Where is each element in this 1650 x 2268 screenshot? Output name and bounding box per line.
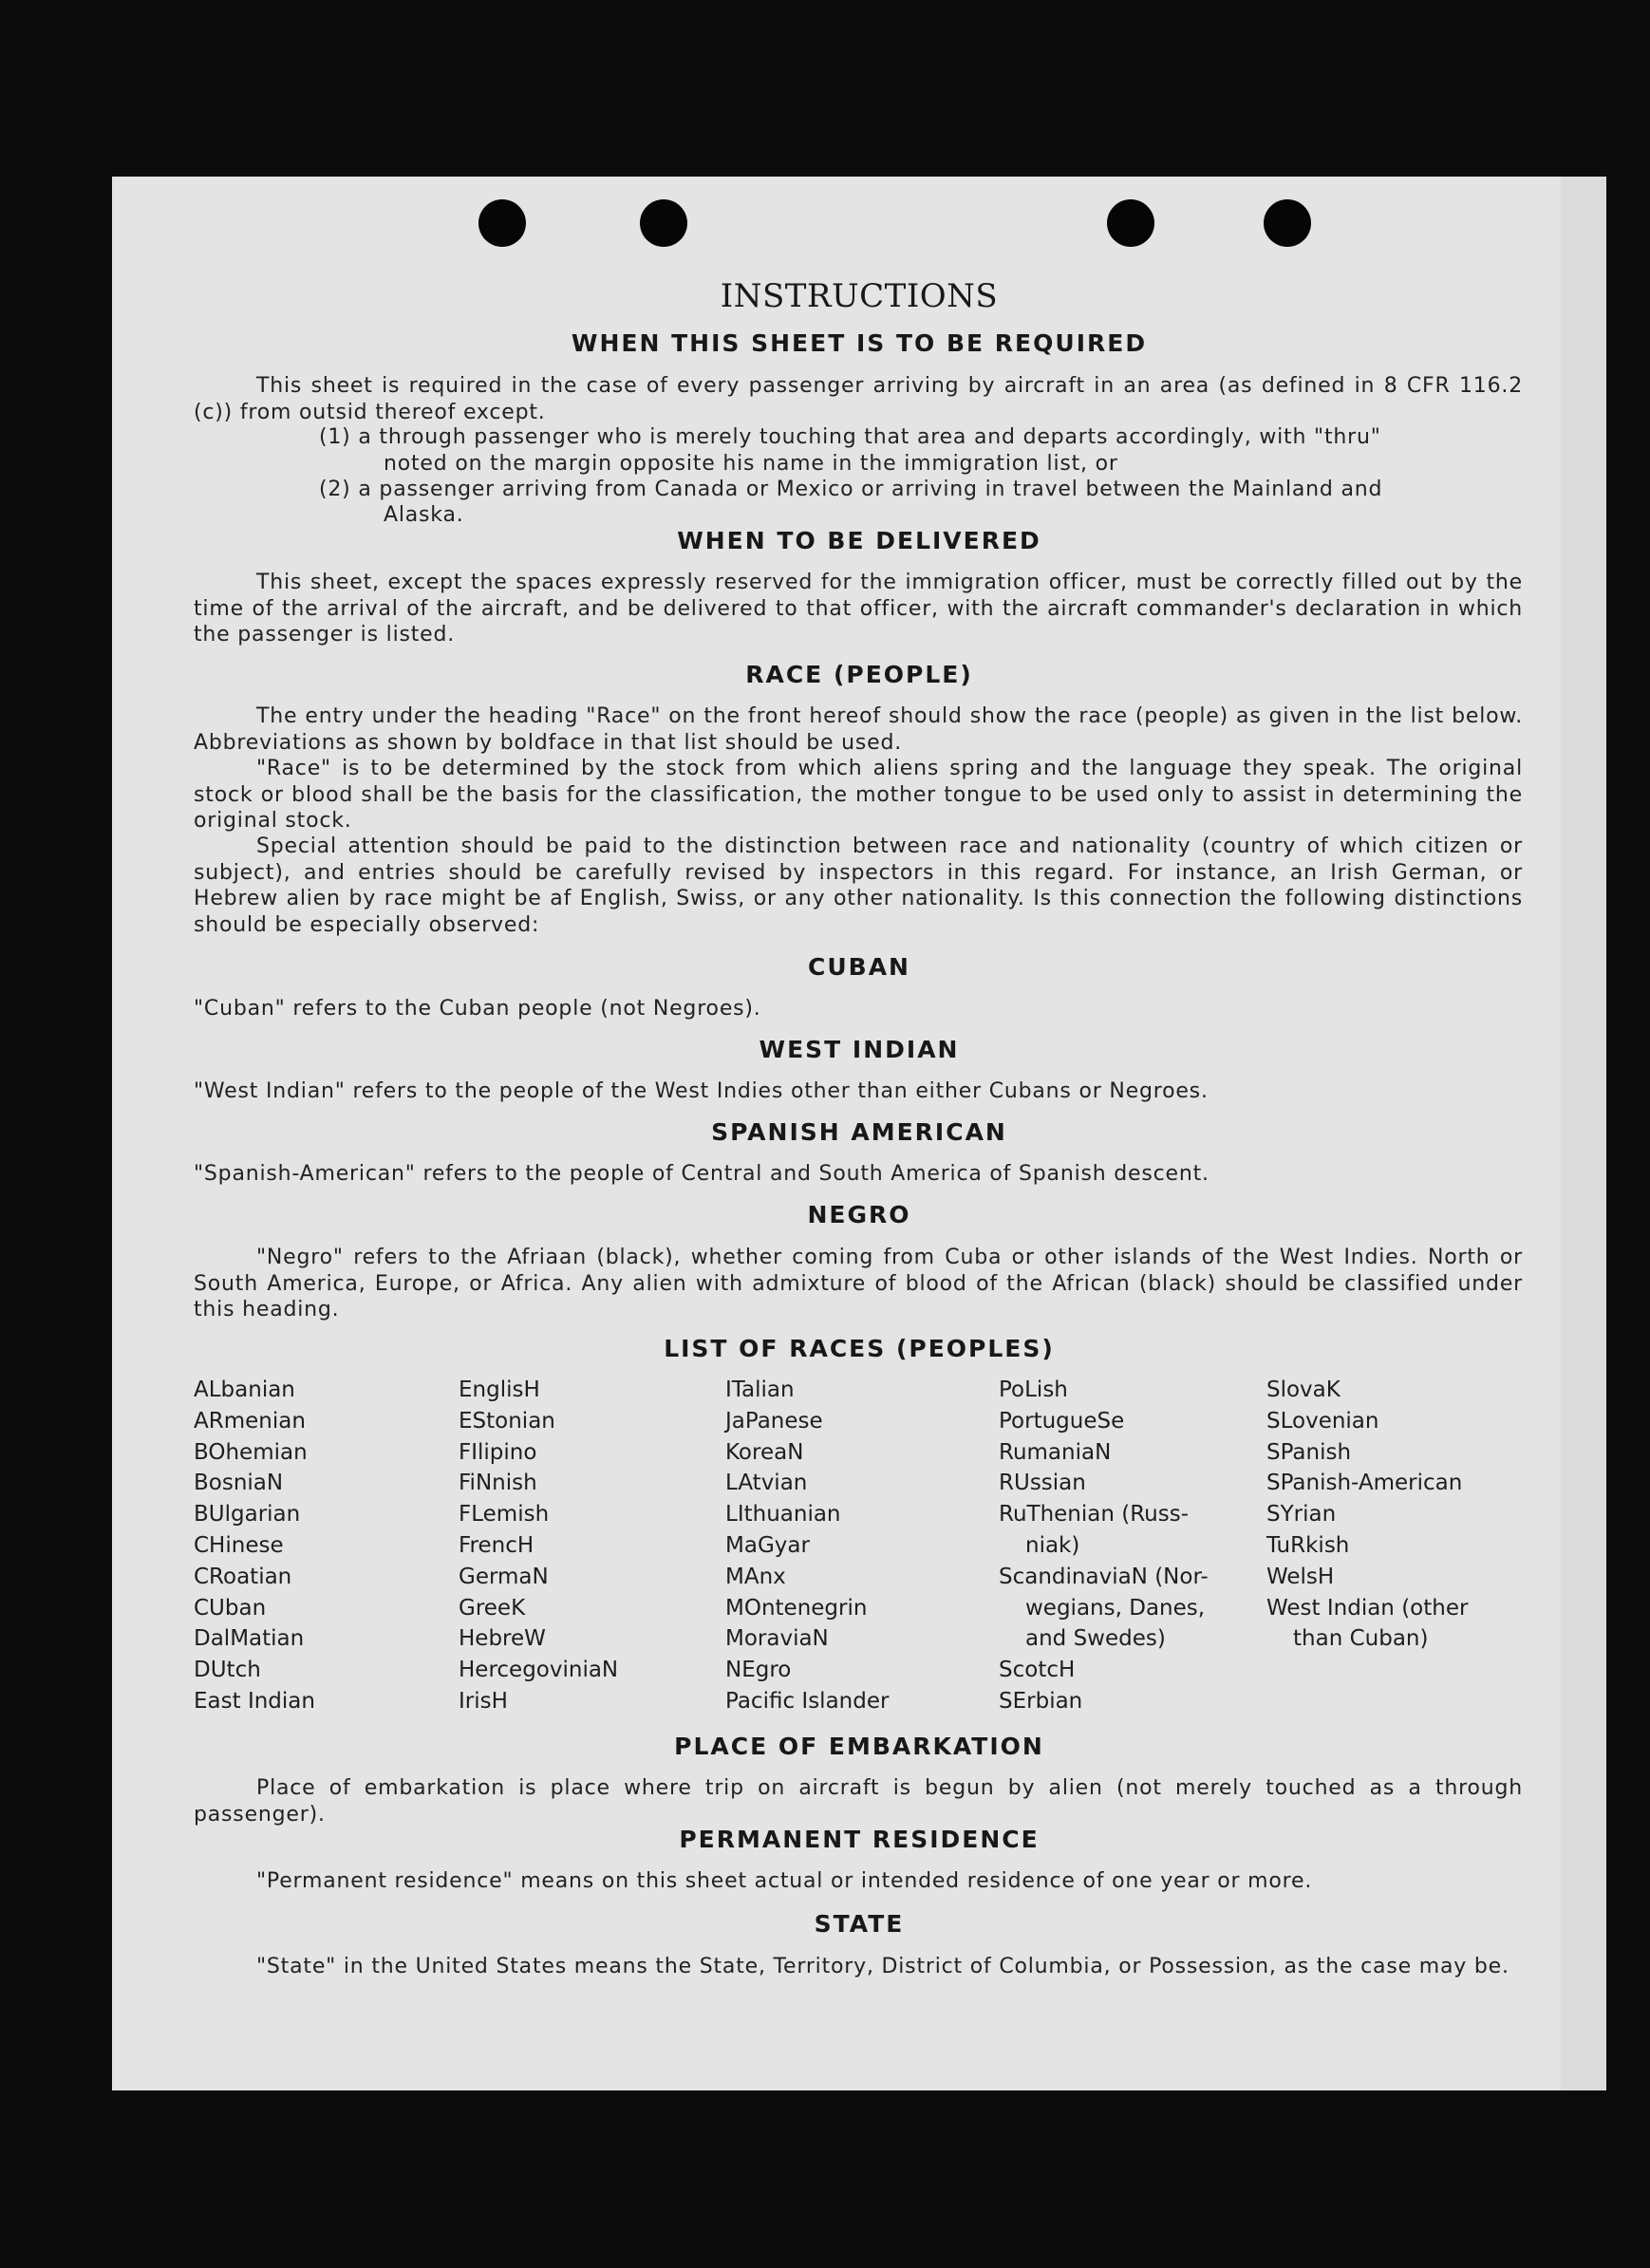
negro-text: "Negro" refers to the Afriaan (black), whether coming from Cuba or other islands of the West Indies. North or South America, Europe, or Africa. Any alien with admixture of blood of the African (black) should be classified under this heading. xyxy=(194,1246,1523,1321)
section-heading-race: RACE (PEOPLE) xyxy=(745,661,973,688)
section-heading-west-indian: WEST INDIAN xyxy=(759,1036,960,1063)
cuban-text: "Cuban" refers to the Cuban people (not Negroes). xyxy=(194,997,761,1021)
race-item: IrisH xyxy=(459,1688,508,1714)
section-heading-residence: PERMANENT RESIDENCE xyxy=(679,1826,1040,1853)
race-item: Pacific Islander xyxy=(725,1688,890,1714)
section-heading-cuban: CUBAN xyxy=(808,953,910,981)
race-item: GermaN xyxy=(459,1564,549,1589)
section-heading-negro: NEGRO xyxy=(807,1201,911,1228)
section-heading-embarkation: PLACE OF EMBARKATION xyxy=(674,1733,1044,1760)
races-column-1 xyxy=(194,1375,315,1717)
punch-hole xyxy=(1107,199,1154,247)
exception-2-line1: (2) a passenger arriving from Canada or Mexico or arriving in travel between the Mainland and xyxy=(319,478,1383,501)
race-item-continued: niak) xyxy=(1025,1532,1080,1558)
race-item: SLovenian xyxy=(1266,1408,1379,1434)
race-item: DUtch xyxy=(194,1658,261,1683)
race-item: SPanish-American xyxy=(1266,1471,1463,1496)
race-item: PortugueSe xyxy=(999,1408,1125,1434)
race-item: CHinese xyxy=(194,1532,284,1558)
race-item: KoreaN xyxy=(725,1439,804,1465)
races-column-2 xyxy=(459,1375,618,1717)
punch-hole xyxy=(640,199,687,247)
race-item: FrencH xyxy=(459,1532,534,1558)
section-heading-state: STATE xyxy=(814,1910,905,1938)
residence-text: "Permanent residence" means on this sheet actual or intended residence of one year or more. xyxy=(256,1869,1313,1893)
race-item: SErbian xyxy=(999,1688,1083,1714)
west-indian-text: "West Indian" refers to the people of the West Indies other than either Cubans or Negroes. xyxy=(194,1079,1209,1103)
race-paragraph-3: Special attention should be paid to the distinction between race and nationality (country of which citizen or subject), and entries should be carefully revised by inspectors in this regard. For instance, an Irish German, or Hebrew alien by race might be af English, Swiss, or any other nationality. Is this connection the following distinctions should be especially observed: xyxy=(194,834,1523,937)
document-sheet xyxy=(112,177,1606,2090)
section-heading-spanish-american: SPANISH AMERICAN xyxy=(711,1118,1007,1146)
races-column-4 xyxy=(999,1375,1209,1717)
race-item: FiNnish xyxy=(459,1471,537,1496)
race-item: ScandinaviaN (Nor- xyxy=(999,1564,1209,1589)
race-item: LIthuanian xyxy=(725,1502,841,1528)
race-paragraph-1: The entry under the heading "Race" on the front hereof should show the race (people) as given in the list below. Abbreviations as shown by boldface in that list should be used. xyxy=(194,704,1523,755)
race-item: CUban xyxy=(194,1595,267,1621)
race-item: SlovaK xyxy=(1266,1378,1341,1402)
exception-2-line2: Alaska. xyxy=(384,503,464,527)
race-item: HebreW xyxy=(459,1626,546,1652)
race-item: FLemish xyxy=(459,1502,550,1528)
race-item: BUlgarian xyxy=(194,1502,301,1528)
race-item: SYrian xyxy=(1266,1502,1337,1528)
embarkation-text: Place of embarkation is place where trip on aircraft is begun by alien (not merely touched as a through passenger). xyxy=(194,1776,1523,1827)
race-item: BOhemian xyxy=(194,1439,308,1465)
race-item: HercegoviniaN xyxy=(459,1658,619,1683)
race-item: ITalian xyxy=(725,1378,795,1402)
section-heading-required: WHEN THIS SHEET IS TO BE REQUIRED xyxy=(571,329,1148,357)
state-text: "State" in the United States means the State, Territory, District of Columbia, or Possession, as the case may be. xyxy=(256,1955,1509,1978)
race-item: RUssian xyxy=(999,1471,1086,1496)
race-item: SPanish xyxy=(1266,1439,1352,1465)
punch-hole xyxy=(478,199,526,247)
spanish-american-text: "Spanish-American" refers to the people of Central and South America of Spanish descent. xyxy=(194,1162,1209,1186)
race-item: MOntenegrin xyxy=(725,1595,868,1621)
race-item: CRoatian xyxy=(194,1564,292,1589)
race-item: TuRkish xyxy=(1266,1532,1350,1558)
exception-1-line2: noted on the margin opposite his name in the immigration list, or xyxy=(384,452,1118,476)
race-item: FIlipino xyxy=(459,1439,537,1465)
race-item: West Indian (other xyxy=(1266,1595,1469,1621)
delivered-text: This sheet, except the spaces expressly reserved for the immigration officer, must be correctly filled out by the time of the arrival of the aircraft, and be delivered to that officer, with the aircraft commander's declaration in which the passenger is listed. xyxy=(194,571,1523,647)
race-item: EnglisH xyxy=(459,1378,540,1402)
race-item: MoraviaN xyxy=(725,1626,829,1652)
race-item: RuThenian (Russ- xyxy=(999,1502,1190,1528)
race-item: ARmenian xyxy=(194,1408,306,1434)
races-column-3 xyxy=(725,1375,889,1717)
race-item: JaPanese xyxy=(725,1408,823,1434)
race-item: MaGyar xyxy=(725,1532,810,1558)
race-item: East Indian xyxy=(194,1688,315,1714)
race-item: GreeK xyxy=(459,1595,526,1621)
race-item: WelsH xyxy=(1266,1564,1335,1589)
race-item-continued: wegians, Danes, xyxy=(1025,1595,1206,1621)
race-item: BosniaN xyxy=(194,1471,284,1496)
race-item: ScotcH xyxy=(999,1658,1076,1683)
race-item: RumaniaN xyxy=(999,1439,1112,1465)
punch-hole xyxy=(1264,199,1311,247)
race-item: EStonian xyxy=(459,1408,555,1434)
section-heading-list-of-races: LIST OF RACES (PEOPLES) xyxy=(664,1335,1055,1362)
required-text: This sheet is required in the case of every passenger arriving by aircraft in an area (as defined in 8 CFR 116.2 (c)) from outsid thereof except. xyxy=(194,374,1523,424)
races-column-5 xyxy=(1266,1375,1468,1655)
race-item: ALbanian xyxy=(194,1378,295,1402)
race-item: MAnx xyxy=(725,1564,786,1589)
section-heading-delivered: WHEN TO BE DELIVERED xyxy=(677,527,1041,554)
page-title: INSTRUCTIONS xyxy=(720,277,999,315)
race-item-continued: and Swedes) xyxy=(1025,1626,1166,1652)
exception-1-line1: (1) a through passenger who is merely touching that area and departs accordingly, with "thru" xyxy=(319,425,1381,449)
race-item: PoLish xyxy=(999,1378,1068,1402)
race-item: LAtvian xyxy=(725,1471,808,1496)
race-item: DalMatian xyxy=(194,1626,305,1652)
race-item-continued: than Cuban) xyxy=(1293,1626,1429,1652)
race-item: NEgro xyxy=(725,1658,792,1683)
race-paragraph-2: "Race" is to be determined by the stock from which aliens spring and the language they speak. The original stock or blood shall be the basis for the classification, the mother tongue to be used only to assist in determining the original stock. xyxy=(194,757,1523,833)
